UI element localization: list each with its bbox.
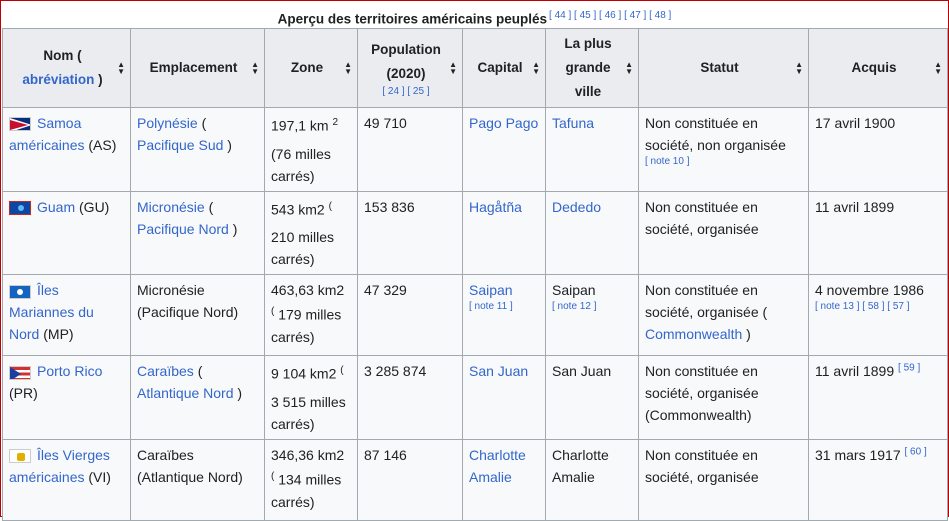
header-nom-label: Nom ( (43, 48, 82, 63)
region-link[interactable]: Polynésie (137, 115, 198, 131)
sort-icon[interactable]: ▲ ▼ (344, 60, 352, 76)
territory-link[interactable]: Îles Mariannes du Nord (9, 282, 94, 343)
region-link[interactable]: Caraïbes (137, 363, 194, 380)
cell-nom (3, 439, 131, 520)
cell-emplacement (131, 356, 265, 440)
zone-miles: 210 milles carrés) (271, 229, 335, 268)
city-link[interactable]: Tafuna (552, 115, 595, 131)
zone-km2: 346,36 km2 (271, 446, 345, 463)
table-row (3, 108, 948, 192)
sort-icon[interactable]: ▲ ▼ (532, 60, 540, 76)
table-row (3, 275, 948, 356)
ocean-link[interactable]: Atlantique Nord (137, 385, 234, 402)
cell-nom (3, 191, 131, 275)
cell-acquis (809, 275, 948, 356)
status-text: Non constituée en société, organisée ( (645, 282, 768, 321)
zone-km2: 463,63 km2 (271, 282, 345, 299)
paren-text: ) (233, 385, 243, 402)
territory-link[interactable]: Porto Rico (37, 363, 103, 380)
header-plus-grande-ville[interactable] (546, 29, 639, 108)
territory-abbr: (GU) (79, 198, 110, 215)
cell-zone (265, 439, 358, 520)
header-population[interactable] (358, 29, 463, 108)
header-capital-label: Capital (477, 60, 523, 75)
cell-emplacement (131, 108, 265, 192)
cell-population: 87 146 (358, 439, 463, 520)
zone-sup: ( (271, 306, 275, 318)
cell-statut (639, 275, 809, 356)
capital-link[interactable]: Charlotte Amalie (469, 446, 526, 485)
cell-acquis (809, 439, 948, 520)
capital-note-ref[interactable]: [ note 11 ] (469, 301, 513, 313)
status-text: Non constituée en société, non organisée (645, 115, 786, 153)
paren-text: ( (204, 198, 214, 215)
cell-largest-city: San Juan (546, 356, 639, 440)
cell-zone (265, 191, 358, 275)
acquis-date: 31 mars 1917 (815, 446, 901, 463)
cell-nom (3, 275, 131, 356)
header-nom[interactable] (3, 29, 131, 108)
sort-icon[interactable]: ▲ ▼ (934, 60, 942, 76)
zone-miles: (76 milles carrés) (271, 145, 331, 184)
region-link[interactable]: Micronésie (137, 198, 205, 215)
territory-abbr: (MP) (43, 326, 74, 343)
territory-abbr: (VI) (88, 468, 111, 485)
cell-population: 49 710 (358, 108, 463, 192)
cell-largest-city (546, 191, 639, 275)
status-note-ref[interactable]: [ note 10 ] (645, 156, 690, 167)
header-population-label: Population (371, 42, 441, 57)
ocean-link[interactable]: Pacifique Nord (137, 220, 229, 237)
cell-population: 153 836 (358, 191, 463, 275)
flag-us-virgin-islands-icon (9, 449, 31, 463)
zone-sup: 2 (332, 117, 339, 128)
acquis-date: 4 novembre 1986 (815, 282, 924, 299)
territories-table (2, 28, 948, 521)
zone-km2: 197,1 km (271, 117, 329, 134)
cell-zone (265, 108, 358, 192)
sort-icon[interactable]: ▲ ▼ (625, 60, 633, 76)
cell-statut: Non constituée en société, organisée (639, 191, 809, 275)
territory-link[interactable]: Samoa américaines (9, 115, 85, 153)
zone-sup: ( (271, 470, 275, 482)
zone-miles: 3 515 milles carrés) (271, 393, 346, 432)
header-capital[interactable] (463, 29, 546, 108)
sort-icon[interactable]: ▲ ▼ (117, 60, 125, 76)
territory-abbr: (PR) (9, 385, 38, 402)
commonwealth-link[interactable]: Commonwealth (645, 326, 743, 343)
acquis-note-ref[interactable]: [ 60 ] (904, 446, 927, 458)
flag-puerto-rico-icon (9, 366, 31, 380)
cell-emplacement (131, 191, 265, 275)
flag-american-samoa-icon (9, 117, 31, 131)
table-row (3, 191, 948, 275)
paren-text: ) (223, 137, 232, 153)
header-statut-label: Statut (700, 60, 739, 75)
zone-miles: 179 milles carrés) (271, 306, 342, 345)
cell-nom (3, 108, 131, 192)
cell-capital (463, 356, 546, 440)
sort-icon[interactable]: ▲ ▼ (251, 60, 259, 76)
sort-icon[interactable]: ▲ ▼ (795, 60, 803, 76)
territory-link[interactable]: Îles Vierges américaines (9, 446, 110, 485)
header-emplacement[interactable] (131, 29, 265, 108)
cell-capital (463, 275, 546, 356)
cell-capital (463, 108, 546, 192)
zone-km2: 543 km2 (271, 201, 325, 218)
header-acquis-label: Acquis (851, 60, 897, 75)
header-row (3, 29, 948, 108)
header-ville-line2: grande (565, 60, 611, 75)
cell-statut: Non constituée en société, organisée (Commonwealth) (639, 356, 809, 440)
cell-statut (639, 108, 809, 192)
paren-text: ( (193, 363, 203, 380)
acquis-note-ref[interactable]: [ note 13 ] [ 58 ] [ 57 ] (815, 301, 910, 313)
paren-text: ) (742, 326, 751, 343)
paren-text: ( (197, 115, 207, 131)
cell-emplacement: Micronésie (Pacifique Nord) (131, 275, 265, 356)
capital-link[interactable]: Saipan (469, 282, 513, 299)
sort-icon[interactable]: ▲ ▼ (449, 60, 457, 76)
paren-text: ) (228, 220, 238, 237)
cell-capital (463, 439, 546, 520)
caption-title: Aperçu des territoires américains peuplés (277, 11, 548, 27)
header-abbreviation-link[interactable]: abréviation (22, 72, 95, 87)
flag-northern-mariana-islands-icon (9, 285, 31, 299)
header-acquis[interactable] (809, 29, 948, 108)
cell-acquis: 17 avril 1900 (809, 108, 948, 192)
capital-link[interactable]: Pago Pago (469, 115, 539, 131)
acquis-note-ref[interactable]: [ 59 ] (898, 362, 921, 374)
cell-nom (3, 356, 131, 440)
cell-acquis (809, 356, 948, 440)
cell-zone (265, 356, 358, 440)
territory-abbr: (AS) (88, 137, 117, 153)
city-note-ref[interactable]: [ note 12 ] (552, 301, 597, 313)
table-caption (0, 6, 949, 30)
cell-statut: Non constituée en société, organisée (639, 439, 809, 520)
territory-link[interactable]: Guam (37, 198, 76, 215)
zone-km2: 9 104 km2 (271, 365, 337, 382)
header-ville-line3: ville (574, 84, 602, 99)
header-population-refs[interactable]: [ 24 ] [ 25 ] (382, 86, 430, 97)
zone-sup: ( (328, 200, 332, 212)
cell-population: 47 329 (358, 275, 463, 356)
capital-link[interactable]: Hagåtña (469, 198, 522, 215)
acquis-date: 11 avril 1899 (815, 363, 895, 380)
header-zone-label: Zone (290, 60, 324, 75)
table-row (3, 356, 948, 440)
zone-sup: ( (340, 365, 344, 377)
header-zone[interactable] (265, 29, 358, 108)
table-row (3, 439, 948, 520)
cell-capital (463, 191, 546, 275)
cell-largest-city (546, 275, 639, 356)
header-nom-close: ) (98, 72, 103, 87)
header-emplacement-label: Emplacement (149, 60, 238, 75)
header-ville-line1: La plus (564, 36, 612, 51)
ocean-link[interactable]: Pacifique Sud (137, 137, 224, 153)
cell-population: 3 285 874 (358, 356, 463, 440)
city-text: Saipan (552, 282, 596, 299)
cell-emplacement: Caraïbes (Atlantique Nord) (131, 439, 265, 520)
zone-miles: 134 milles carrés) (271, 471, 342, 510)
city-link[interactable]: Dededo (552, 198, 602, 215)
cell-acquis: 11 avril 1899 (809, 191, 948, 275)
cell-zone (265, 275, 358, 356)
flag-guam-icon (9, 201, 31, 215)
capital-link[interactable]: San Juan (469, 363, 529, 380)
header-population-year: (2020) (386, 66, 426, 81)
cell-largest-city (546, 108, 639, 192)
caption-refs[interactable]: [ 44 ] [ 45 ] [ 46 ] [ 47 ] [ 48 ] (549, 10, 672, 21)
cell-largest-city: Charlotte Amalie (546, 439, 639, 520)
header-statut[interactable] (639, 29, 809, 108)
